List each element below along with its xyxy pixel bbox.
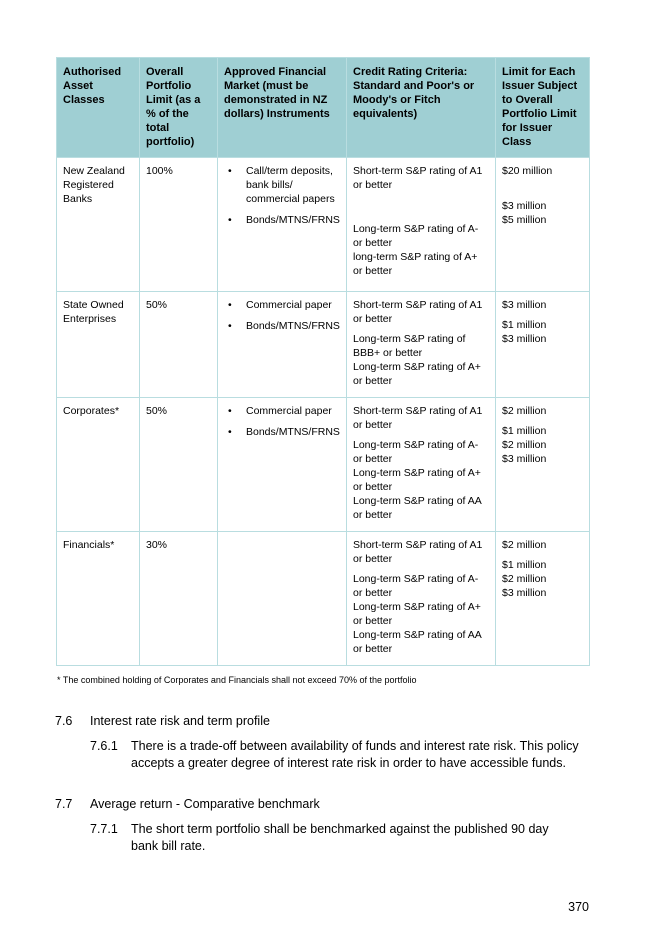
issuer-limit-item: $3 million — [502, 453, 547, 465]
rating-item: Short-term S&P rating of A1 or better — [353, 405, 483, 431]
issuer-limit-cell — [496, 532, 590, 666]
rating-item: Short-term S&P rating of A1 or better — [353, 299, 483, 325]
section-title: Interest rate risk and term profile — [90, 714, 270, 728]
header-issuer-limit: Limit for Each Issuer Subject to Overall Portfolio Limit for Issuer Class — [496, 58, 590, 158]
rating-item: Long-term S&P rating of A- or better — [353, 573, 479, 599]
rating-item: Long-term S&P rating of A- or better — [353, 223, 479, 249]
rating-item: Short-term S&P rating of A1 or better — [353, 165, 483, 191]
table-row — [57, 398, 590, 532]
section-text: The short term portfolio shall be benchmarked against the published 90 day bank bill rate. — [131, 822, 549, 853]
rating-item: Long-term S&P rating of AA or better — [353, 629, 482, 655]
table-row — [57, 292, 590, 398]
instrument-item: • Commercial paper — [224, 298, 340, 312]
section-number: 7.7.1 — [90, 822, 118, 836]
instruments-cell — [218, 398, 347, 532]
asset-class-cell: Corporates* — [57, 398, 140, 532]
rating-item: Long-term S&P rating of A+ or better — [353, 467, 481, 493]
asset-class-cell: New Zealand Registered Banks — [57, 158, 140, 292]
issuer-limit-item: $1 million — [502, 559, 547, 571]
instrument-item: • Bonds/MTNS/FRNS — [224, 213, 340, 227]
asset-class-cell: State Owned Enterprises — [57, 292, 140, 398]
rating-item: Short-term S&P rating of A1 or better — [353, 539, 483, 565]
header-instruments: Approved Financial Market (must be demonstrated in NZ dollars) Instruments — [218, 58, 347, 158]
instrument-item: • Bonds/MTNS/FRNS — [224, 425, 340, 439]
section-text: There is a trade-off between availability of funds and interest rate risk. This policy accepts a greater degree of interest rate risk in order to have accessible funds. — [131, 739, 579, 770]
instrument-item: • Call/term deposits, bank bills/ commercial papers — [224, 164, 340, 206]
issuer-limit-cell — [496, 398, 590, 532]
issuer-limit-item: $5 million — [502, 214, 547, 226]
table-footnote: * The combined holding of Corporates and Financials shall not exceed 70% of the portfolio — [57, 675, 417, 685]
rating-item: Long-term S&P rating of A- or better — [353, 439, 479, 465]
issuer-limit-item: $1 million — [502, 425, 547, 437]
instruments-cell — [218, 158, 347, 292]
section-7-7-1 — [90, 821, 590, 857]
table-row — [57, 158, 590, 292]
header-portfolio-limit: Overall Portfolio Limit (as a % of the total portfolio) — [140, 58, 218, 158]
rating-item: long-term S&P rating of A+ or better — [353, 251, 478, 277]
section-number: 7.6.1 — [90, 739, 118, 753]
limit-cell: 100% — [140, 158, 218, 292]
issuer-limit-item: $3 million — [502, 333, 547, 345]
issuer-limit-item: $3 million — [502, 587, 547, 599]
limit-cell: 50% — [140, 398, 218, 532]
issuer-limit-item: $2 million — [502, 539, 547, 551]
issuer-limit-cell — [496, 292, 590, 398]
instrument-item: • Commercial paper — [224, 404, 340, 418]
limit-cell: 50% — [140, 292, 218, 398]
instrument-item: • Bonds/MTNS/FRNS — [224, 319, 340, 333]
rating-item: Long-term S&P rating of AA or better — [353, 495, 482, 521]
limit-cell: 30% — [140, 532, 218, 666]
instruments-cell — [218, 292, 347, 398]
issuer-limit-item: $2 million — [502, 439, 547, 451]
section-title: Average return - Comparative benchmark — [90, 797, 320, 811]
issuer-limit-item: $2 million — [502, 405, 547, 417]
asset-class-cell: Financials* — [57, 532, 140, 666]
rating-item: Long-term S&P rating of A+ or better — [353, 361, 481, 387]
rating-item: Long-term S&P rating of BBB+ or better — [353, 333, 466, 359]
section-7-6-1 — [90, 738, 590, 790]
issuer-limit-item: $3 million — [502, 299, 547, 311]
issuer-limit-item: $20 million — [502, 165, 553, 177]
table-row — [57, 532, 590, 666]
section-number: 7.7 — [55, 797, 73, 811]
rating-cell — [347, 292, 496, 398]
issuer-limit-item: $3 million — [502, 200, 547, 212]
rating-item: Long-term S&P rating of A+ or better — [353, 601, 481, 627]
header-credit-rating: Credit Rating Criteria: Standard and Poor's or Moody's or Fitch equivalents) — [347, 58, 496, 158]
rating-cell — [347, 398, 496, 532]
issuer-limit-cell — [496, 158, 590, 292]
page-number: 370 — [568, 900, 589, 914]
header-asset-class: Authorised Asset Classes — [57, 58, 140, 158]
rating-cell — [347, 532, 496, 666]
issuer-limit-item: $1 million — [502, 319, 547, 331]
instruments-cell — [218, 532, 347, 666]
issuer-limit-item: $2 million — [502, 573, 547, 585]
section-number: 7.6 — [55, 714, 73, 728]
rating-cell — [347, 158, 496, 292]
table-header-row — [57, 58, 590, 158]
investment-policy-table — [56, 57, 590, 666]
